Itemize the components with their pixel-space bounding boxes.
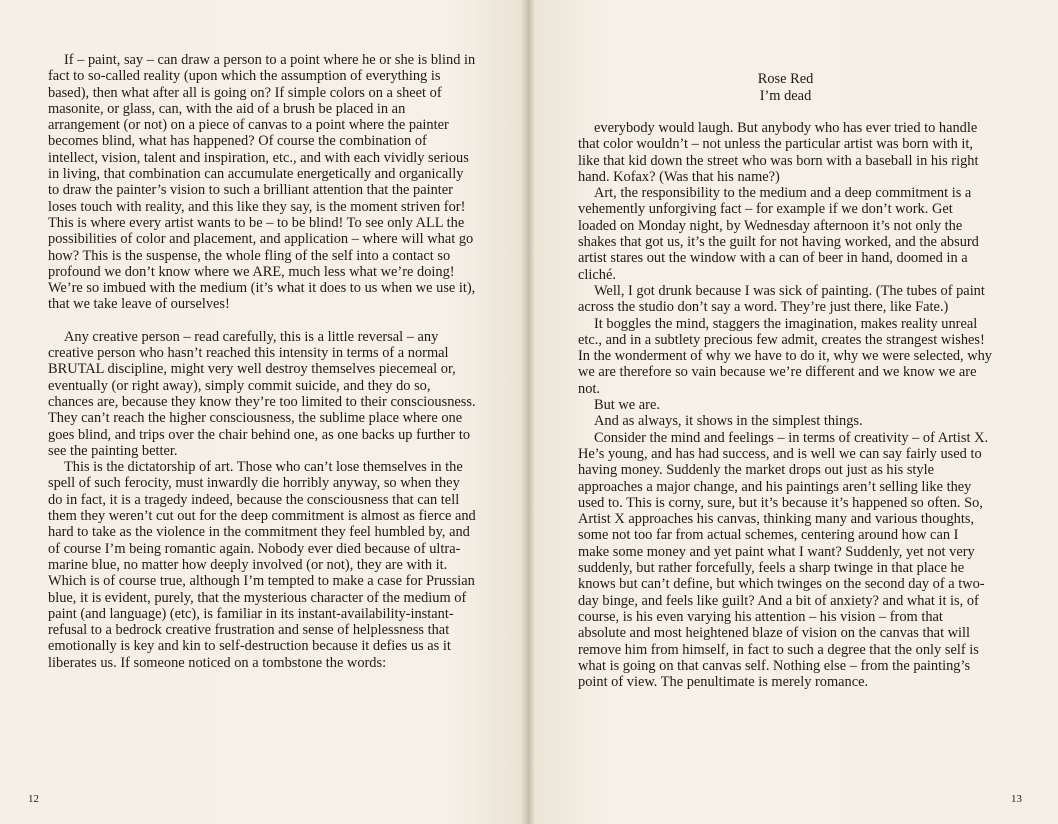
right-paragraph-6: And as always, it shows in the simplest things. [594,413,863,430]
left-paragraph-2: Any creative person – read carefully, this is a little reversal – any creative person who hasn’t reached this intensity in terms of a normal BRUTAL discipline, might very well destroy themselves piecemeal or, eventually (or right away), simply commit suicide, and they do so, chances are, because they know they’re too limited to their consciousness. They can’t reach the higher consciousness, the sublime place where one goes blind, and trips over the chair behind one, as one backs up further to see the painting better. [48,328,476,459]
right-paragraph-5: But we are. [594,397,660,414]
right-paragraph-4: It boggles the mind, staggers the imagination, makes reality unreal etc., and in a subtlety precious few admit, creates the strangest wishes! In the wonderment of why we have to do it, why we were selected, why we are therefore so vain because we’re different and we know we are not. [578,315,993,397]
right-paragraph-1: everybody would laugh. But anybody who has ever tried to handle that color wouldn’t – not unless the particular artist was born with it, like that kid down the street who was born with a baseball in his right hand. Kofax? (Was that his name?) [578,120,979,185]
page-number-right: 13 [1011,793,1022,805]
right-paragraph-3: Well, I got drunk because I was sick of painting. (The tubes of paint across the studio don’t say a word. They’re just there, like Fate.) [578,282,985,316]
poem-line-2: I’m dead [759,88,812,104]
right-page-text [578,120,993,690]
book-gutter [522,0,534,824]
page-number-left: 12 [28,793,39,805]
left-paragraph-1: If – paint, say – can draw a person to a point where he or she is blind in fact to so-called reality (upon which the assumption of everything is based), then what after all is going on? If simple colors on a sheet of masonite, or glass, can, with the aid of a brush be placed in an arrangement (or not) on a piece of canvas to a point where the painter becomes blind, what has happened? Of course the combination of intellect, vision, talent and inspiration, etc., and with each vividly serious in living, that combination can accumulate energetically and organically to draw the painter’s vision to such a brilliant attention that the painter loses touch with reality, and this like they say, is the moment striven for! This is where every artist wants to be – to be blind! To see only ALL the possibilities of color and placement, and application – where will what go how? This is the suspense, the whole fling of the self into a contact so profound we don’t know where we ARE, much less what we’re doing! We’re so imbued with the medium (it’s what it does to us when we use it), that we take leave of ourselves! [48,52,476,313]
left-page-text [48,52,476,671]
poem-line-1: Rose Red [757,71,814,87]
right-paragraph-7: Consider the mind and feelings – in terms of creativity – of Artist X. He’s young, and has had success, and is well we can say fairly used to having money. Suddenly the market drops out just as his style approaches a major change, and his paintings aren’t selling like they used to. This is corny, sure, but it’s because it’s happened so often. So, Artist X approaches his canvas, thinking many and various thoughts, some not too far from actual schemes, centering around how can I make some money and yet paint what I want? Suddenly, yet not very suddenly, but rather forcefully, feels a sharp twinge in that place he knows but can’t define, but which twinges on the second day of a two-day binge, and feels like guilt? And a bit of anxiety? and what it is, of course, is his even varying his attention – his vision – from that absolute and most heightened blaze of vision on the canvas that will remove him from himself, in fact to such a degree that the only self is what is going on that canvas self. Nothing else – from the painting’s point of view. The penultimate is merely romance. [578,429,989,691]
right-paragraph-2: Art, the responsibility to the medium and a deep commitment is a vehemently unforgiving fact – for example if we don’t work. Get loaded on Monday night, by Wednesday afternoon it’s not only the shakes that got us, it’s the guilt for not having worked, and the absurd artist stares out the window with a can of beer in hand, doomed in a cliché. [578,185,979,283]
left-paragraph-3: This is the dictatorship of art. Those who can’t lose themselves in the spell of such ferocity, must inwardly die horribly anyway, so when they do in fact, it is a tragedy indeed, because the consciousness that can tell them they weren’t cut out for the deep commitment is almost as fierce and hard to take as the violence in the commitment they feel humbled by, and of course I’m being romantic again. Nobody ever died because of ultra-marine blue, no matter how deeply involved (or not), they are with it. Which is of course true, although I’m tempted to make a case for Prussian blue, it is evident, purely, that the mysterious character of the medium of paint (and language) (etc), is familiar in its instant-availability-instant-refusal to a bedrock creative frustration and sense of helplessness that emotionally is key and kin to self-destruction because it defies us as it liberates us. If someone noticed on a tombstone the words: [48,459,476,671]
poem-heading [578,71,993,105]
